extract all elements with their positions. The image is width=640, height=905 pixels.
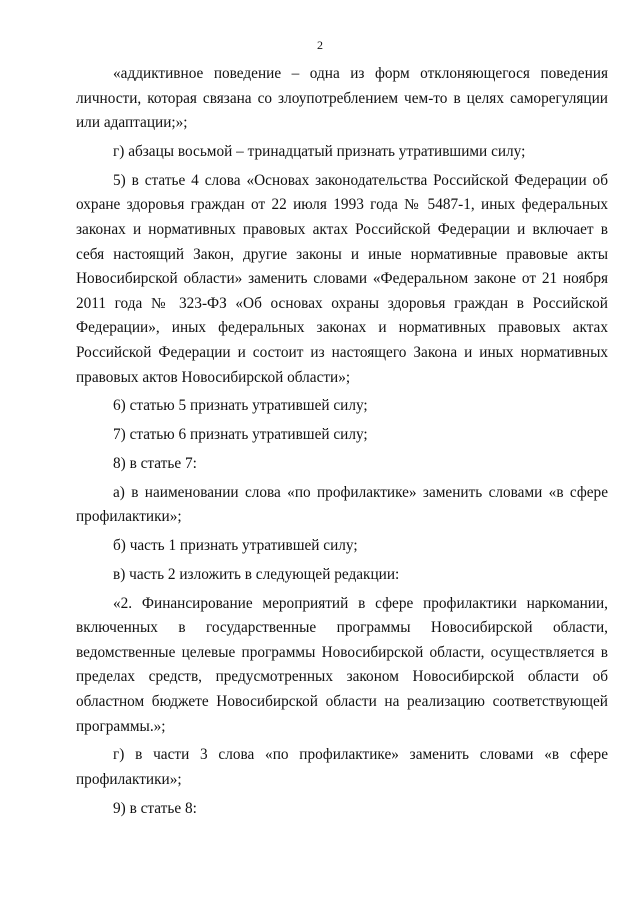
page-number: 2 [317,38,323,52]
paragraph-item-b-part-1: б) часть 1 признать утратившей силу; [113,537,358,554]
paragraph-item-g-part-3: г) в части 3 слова «по профилактике» заменить словами «в сфере профилактики»; [76,746,608,788]
paragraph-addictive-behavior-definition: «аддиктивное поведение – одна из форм отклоняющегося поведения личности, которая связана со злоупотреблением чем-то в целях саморегуляции или адаптации;»; [76,65,608,132]
paragraph-item-6-article-5: 6) статью 5 признать утратившей силу; [113,397,368,415]
paragraph-item-a-title-change: а) в наименовании слова «по профилактике» заменить словами «в сфере профилактики»; [76,483,608,526]
paragraph-item-g-paragraphs-repeal: г) абзацы восьмой – тринадцатый признать утратившими силу; [113,142,526,160]
paragraph-item-v-part-2: в) часть 2 изложить в следующей редакции: [113,565,400,583]
paragraph-item-7-article-6: 7) статью 6 признать утратившей силу; [113,426,368,444]
paragraph-item-5-article-4: 5) в статье 4 слова «Основах законодательства Российской Федерации об охране здоровья граждан от 22 июля 1993 года № 5487-1, иных федеральных законах и нормативных правовых актах Российской Федерации и включает в себя настоящий Закон, другие законы и иные нормативные правовые акты Новосибирской области» заменить словами «Федеральном законе от 21 ноября 2011 года № 323-ФЗ «Об основах охраны здоровья граждан в Российской Федерации», иных федеральных законах и нормативных правовых актах Российской Федерации и состоит из настоящего Закона и иных нормативных правовых актов Новосибирской области»; [76,171,608,386]
paragraph-item-8-article-7: 8) в статье 7: [113,454,197,472]
paragraph-financing-text: «2. Финансирование мероприятий в сфере профилактики наркомании, включенных в государственные программы Новосибирской области, ведомственные целевые программы Новосибирской области, осуществляется в пределах средств, предусмотренных законом Новосибирской области об областном бюджете Новосибирской области на реализацию соответствующей программы.»; [76,594,608,735]
paragraph-item-9-article-8: 9) в статье 8: [113,799,197,817]
document-body [76,62,608,825]
